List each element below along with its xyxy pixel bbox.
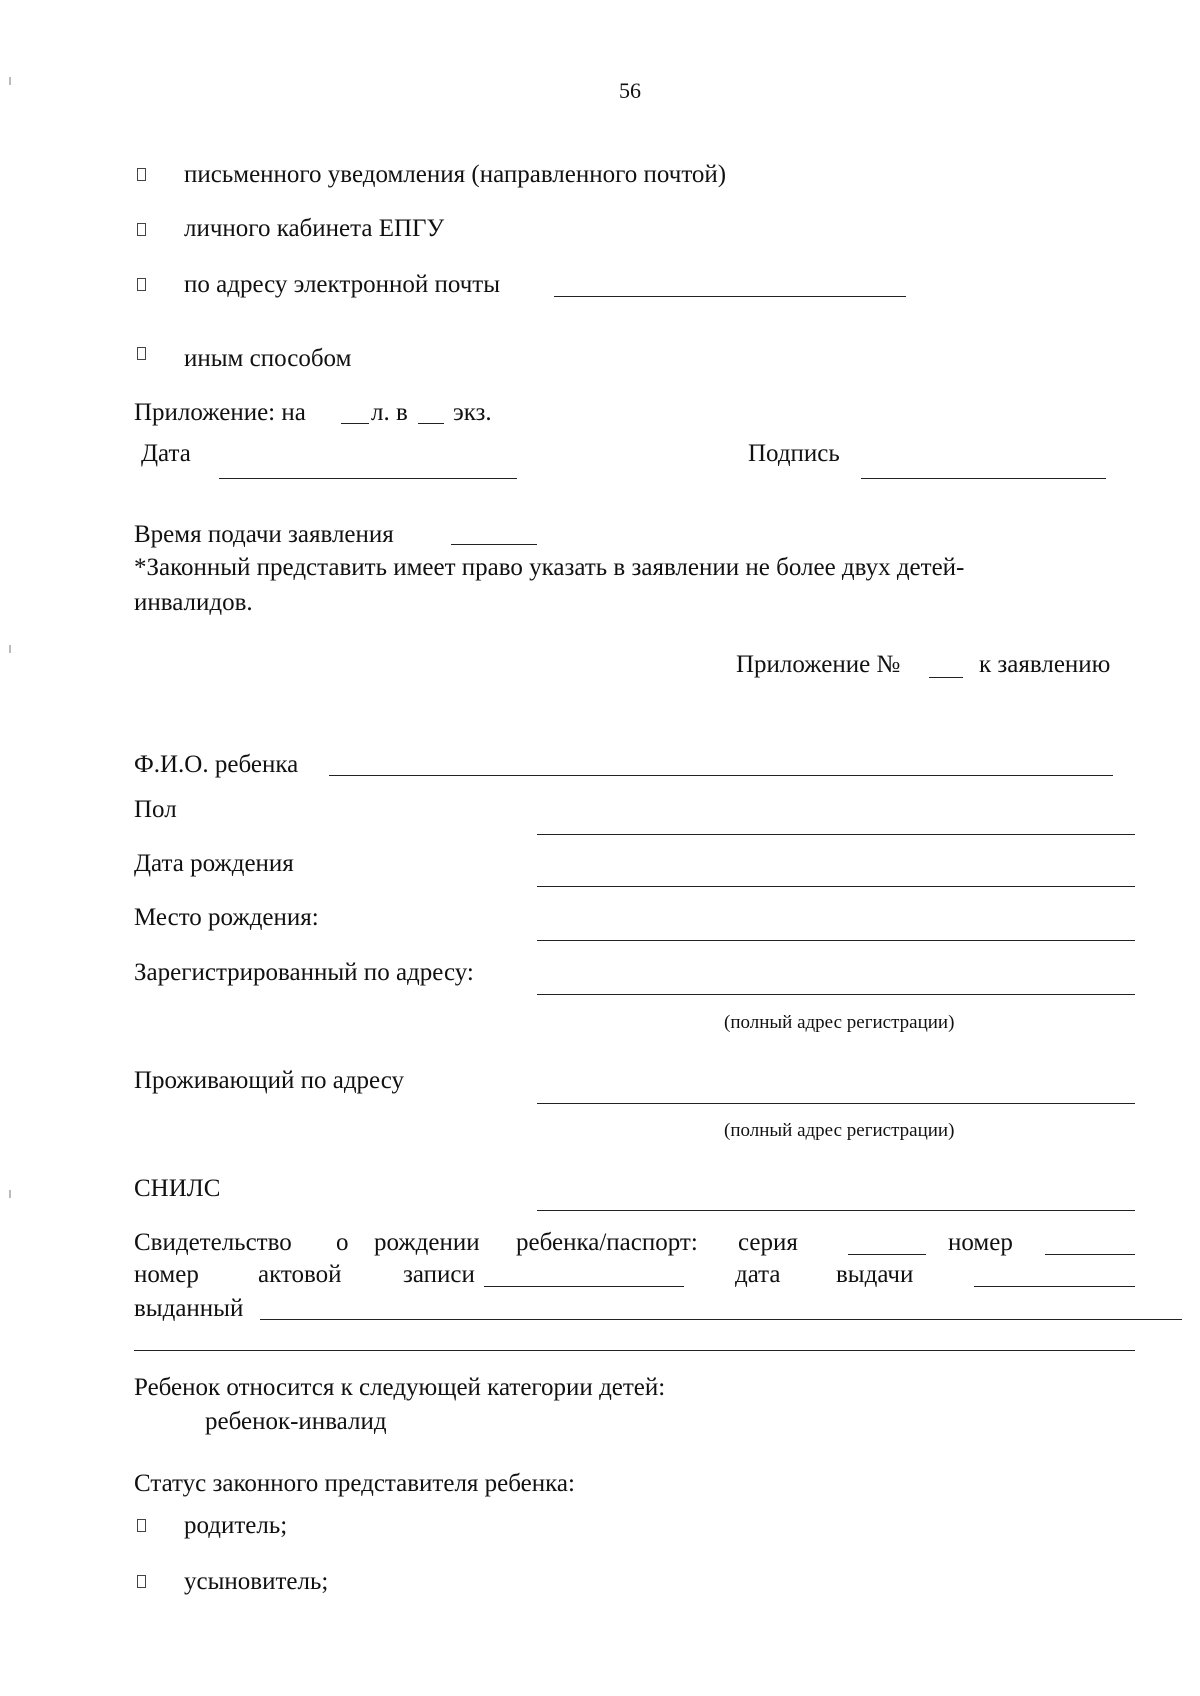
certificate-series-label: серия: [738, 1229, 798, 1256]
snils-label: СНИЛС: [134, 1175, 221, 1202]
scan-edge-mark: [9, 645, 11, 653]
child-registered-field[interactable]: [537, 994, 1135, 995]
scan-edge-mark: [9, 1190, 11, 1198]
issued-by-label: выданный: [134, 1295, 244, 1322]
issue-word-label: выдачи: [836, 1261, 914, 1288]
option-email-label: по адресу электронной почты: [184, 271, 500, 298]
checkbox-postal[interactable]: [137, 168, 146, 181]
footnote-line-2: инвалидов.: [134, 589, 253, 616]
option-postal-label: письменного уведомления (направленного почтой): [184, 161, 727, 188]
signature-field[interactable]: [861, 478, 1106, 479]
act-word-label: актовой: [258, 1261, 342, 1288]
child-registered-label: Зарегистрированный по адресу:: [134, 959, 474, 986]
certificate-word-1: Свидетельство: [134, 1229, 292, 1256]
date-label: Дата: [141, 440, 191, 467]
attachment-pre: Приложение: на: [134, 399, 306, 426]
act-number-label: номер: [134, 1261, 199, 1288]
child-registered-note: (полный адрес регистрации): [724, 1012, 955, 1033]
attachment-mid: л. в: [371, 399, 408, 426]
child-birth-place-field[interactable]: [537, 940, 1135, 941]
page-number: 56: [619, 78, 641, 103]
act-record-label: записи: [403, 1261, 475, 1288]
issue-date-label: дата: [735, 1261, 781, 1288]
rep-parent-label: родитель;: [184, 1512, 288, 1539]
checkbox-epgu[interactable]: [137, 223, 146, 236]
checkbox-email[interactable]: [137, 278, 146, 291]
certificate-number-label: номер: [948, 1229, 1013, 1256]
child-birth-date-label: Дата рождения: [134, 850, 294, 877]
snils-field[interactable]: [537, 1210, 1135, 1211]
child-residing-note: (полный адрес регистрации): [724, 1120, 955, 1141]
submission-time-field[interactable]: [451, 544, 537, 545]
date-field[interactable]: [219, 478, 517, 479]
rep-status-label: Статус законного представителя ребенка:: [134, 1470, 575, 1497]
rep-adopter-label: усыновитель;: [184, 1568, 329, 1595]
certificate-series-field[interactable]: [848, 1254, 926, 1255]
child-fio-field[interactable]: [329, 775, 1113, 776]
child-residing-field[interactable]: [537, 1103, 1135, 1104]
appendix-number-field[interactable]: [929, 677, 963, 678]
certificate-word-4: ребенка/паспорт:: [516, 1229, 698, 1256]
issued-by-field-continued[interactable]: [134, 1350, 1135, 1351]
child-birth-place-label: Место рождения:: [134, 904, 319, 931]
act-record-field[interactable]: [484, 1286, 684, 1287]
certificate-number-field[interactable]: [1045, 1254, 1135, 1255]
attachment-post: экз.: [453, 399, 492, 426]
footnote-line-1: *Законный представить имеет право указать в заявлении не более двух детей-: [134, 554, 965, 581]
child-sex-label: Пол: [134, 796, 177, 823]
issued-by-field[interactable]: [260, 1319, 1182, 1320]
email-field[interactable]: [554, 296, 906, 297]
attachment-pages-field[interactable]: [341, 423, 369, 424]
option-epgu-label: личного кабинета ЕПГУ: [184, 215, 445, 242]
checkbox-parent[interactable]: [137, 1519, 146, 1532]
checkbox-adopter[interactable]: [137, 1575, 146, 1588]
checkbox-other[interactable]: [137, 347, 146, 360]
appendix-post: к заявлению: [979, 651, 1111, 678]
attachment-copies-field[interactable]: [418, 423, 444, 424]
issue-date-field[interactable]: [974, 1286, 1135, 1287]
appendix-pre: Приложение №: [736, 651, 901, 678]
child-birth-date-field[interactable]: [537, 886, 1135, 887]
child-fio-label: Ф.И.О. ребенка: [134, 751, 299, 778]
category-label: Ребенок относится к следующей категории детей:: [134, 1374, 666, 1401]
submission-time-label: Время подачи заявления: [134, 521, 394, 548]
category-value: ребенок-инвалид: [205, 1408, 387, 1435]
child-residing-label: Проживающий по адресу: [134, 1067, 405, 1094]
certificate-word-2: о: [336, 1229, 349, 1256]
child-sex-field[interactable]: [537, 834, 1135, 835]
signature-label: Подпись: [748, 440, 840, 467]
option-other-label: иным способом: [184, 345, 352, 372]
scan-edge-mark: [9, 77, 11, 85]
certificate-word-3: рождении: [374, 1229, 480, 1256]
